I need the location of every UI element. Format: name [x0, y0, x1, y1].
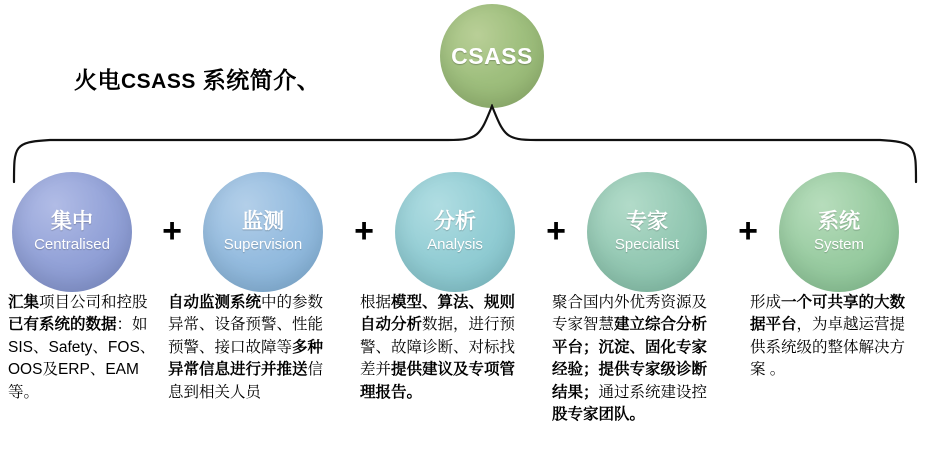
caption-segment-0: 根据 [360, 294, 392, 311]
caption-specialist [552, 292, 720, 427]
caption-analysis [360, 292, 520, 404]
circle-centralised [12, 172, 132, 292]
caption-segment-1: 一个可共享的大数据平台 [750, 294, 906, 334]
top-node-csass [440, 4, 544, 108]
circle-analysis-cn: 分析 [434, 209, 476, 233]
operator-plus-2: + [354, 212, 374, 250]
caption-segment-1: 模型、算法、规则自动分析 [360, 294, 516, 334]
caption-segment-1: 建立综合分析平台；沉淀、固化专家经验；提供专家级诊断结果； [552, 316, 708, 401]
circle-specialist-cn: 专家 [626, 209, 668, 233]
circle-supervision-en: Supervision [223, 235, 303, 253]
operator-plus-1: + [162, 212, 182, 250]
circle-analysis [395, 172, 515, 292]
category-circles-row [0, 172, 929, 292]
caption-centralised [8, 292, 158, 404]
circle-centralised-en: Centralised [34, 235, 110, 253]
title-en: CSASS [121, 70, 196, 93]
caption-segment-2: 通过系统建设控 [598, 383, 708, 401]
caption-segment-2: 多种异常信息进行并推送 [168, 338, 324, 379]
caption-segment-2: 已有系统的数据 [8, 316, 117, 334]
circle-system-cn: 系统 [818, 209, 860, 233]
operator-plus-4: + [738, 212, 758, 250]
caption-segment-2: ，为卓越运营提供系统级的整体解决方案 。 [750, 316, 906, 379]
circle-system-en: System [813, 235, 864, 253]
title-cn-suffix: 系统简介、 [195, 67, 321, 93]
circle-supervision [203, 172, 323, 292]
circle-analysis-en: Analysis [427, 235, 483, 253]
operator-plus-3: + [546, 212, 566, 250]
circle-system [779, 172, 899, 292]
caption-segment-3: 提供建议及专项管理报告。 [360, 361, 516, 401]
caption-segment-3: 信息到相关人员 [168, 361, 324, 401]
caption-segment-0: 汇集 [8, 294, 40, 311]
circle-specialist [587, 172, 707, 292]
circle-supervision-cn: 监测 [242, 209, 284, 233]
title-cn-prefix: 火电 [74, 67, 121, 93]
top-node-label: CSASS [451, 42, 533, 69]
page-title [74, 62, 320, 95]
caption-segment-0: 聚合国内外优秀资源及专家智慧 [552, 294, 708, 334]
caption-segment-1: 中的参数异常、设备预警、性能预警、接口故障等 [168, 294, 324, 356]
caption-segment-1: 项目公司和控股 [39, 294, 148, 311]
caption-segment-2: 数据，进行预警、故障诊断、对标找差并 [360, 316, 516, 379]
caption-supervision [168, 292, 328, 404]
caption-segment-0: 形成 [750, 294, 782, 311]
circle-centralised-cn: 集中 [51, 209, 93, 233]
caption-segment-3: ：如SIS、Safety、FOS、OOS及ERP、EAM等。 [8, 316, 156, 401]
circle-specialist-en: Specialist [614, 235, 680, 253]
caption-segment-3: 股专家团队。 [552, 406, 646, 424]
caption-system [750, 292, 915, 382]
caption-segment-0: 自动监测系统 [168, 294, 262, 311]
